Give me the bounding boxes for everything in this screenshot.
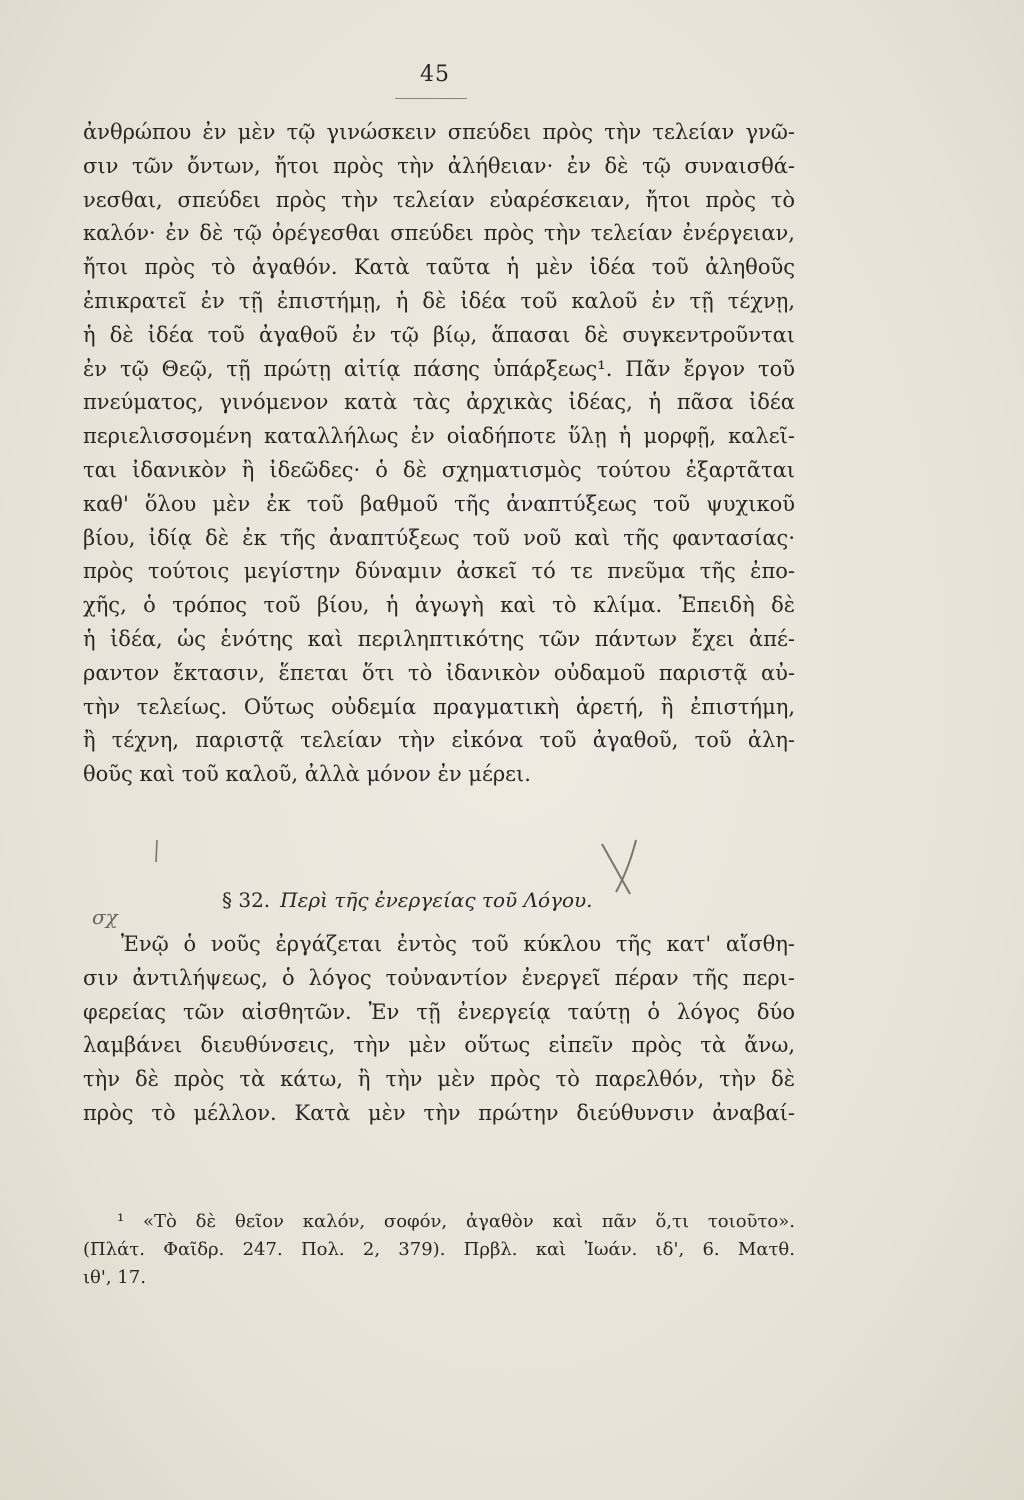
text-line: Ἐνῷ ὁ νοῦς ἐργάζεται ἐντὸς τοῦ κύκλου τῆς κατ' αἴσθη- xyxy=(121,932,795,956)
text-line: πνεύματος, γινόμενον κατὰ τὰς ἀρχικὰς ἰδέας, ἡ πᾶσα ἰδέα xyxy=(83,390,795,415)
text-line: καθ' ὅλου μὲν ἐκ τοῦ βαθμοῦ τῆς ἀναπτύξεως τοῦ ψυχικοῦ xyxy=(83,491,795,516)
text-line: ἡ δὲ ἰδέα τοῦ ἀγαθοῦ ἐν τῷ βίῳ, ἅπασαι δὲ συγκεντροῦνται xyxy=(83,322,795,347)
text-line: βίου, ἰδίᾳ δὲ ἐκ τῆς ἀναπτύξεως τοῦ νοῦ καὶ τῆς φαντασίας· xyxy=(83,525,795,550)
text-line: πρὸς τὸ μέλλον. Κατὰ μὲν τὴν πρώτην διεύθυνσιν ἀναβαί- xyxy=(83,1100,795,1125)
section-number: § 32. xyxy=(222,888,271,912)
section-heading xyxy=(222,888,593,912)
footnote-line: ιθ', 17. xyxy=(83,1267,146,1288)
text-line: σιν τῶν ὄντων, ἤτοι πρὸς τὴν ἀλήθειαν· ἐν δὲ τῷ συναισθά- xyxy=(83,153,795,178)
page-number: 45 xyxy=(420,62,450,87)
footnote-line: (Πλάτ. Φαῖδρ. 247. Πολ. 2, 379). Πρβλ. καὶ Ἰωάν. ιδ', 6. Ματθ. xyxy=(83,1239,795,1260)
text-line: θοῦς καὶ τοῦ καλοῦ, ἀλλὰ μόνον ἐν μέρει. xyxy=(83,762,531,787)
pencil-tick-mark xyxy=(150,838,164,864)
margin-handwriting: σχ xyxy=(92,905,118,929)
text-line: ἢ τέχνη, παριστᾷ τελείαν τὴν εἰκόνα τοῦ ἀγαθοῦ, τοῦ ἀλη- xyxy=(83,728,795,753)
text-line: περιελισσομένη καταλλήλως ἐν οἱαδήποτε ὕλῃ ἡ μορφῇ, καλεῖ- xyxy=(83,424,795,449)
footnotes xyxy=(83,1208,795,1292)
text-line: ἐν τῷ Θεῷ, τῇ πρώτῃ αἰτίᾳ πάσης ὑπάρξεως¹. Πᾶν ἔργον τοῦ xyxy=(83,356,795,381)
text-line: σιν ἀντιλήψεως, ὁ λόγος τοὐναντίον ἐνεργεῖ πέραν τῆς περι- xyxy=(83,965,795,990)
text-line: φερείας τῶν αἰσθητῶν. Ἐν τῇ ἐνεργείᾳ ταύτῃ ὁ λόγος δύο xyxy=(83,999,795,1024)
text-line: πρὸς τούτοις μεγίστην δύναμιν ἀσκεῖ τό τε πνεῦμα τῆς ἐπο- xyxy=(83,559,795,584)
footnote-line: ¹ «Τὸ δὲ θεῖον καλόν, σοφόν, ἀγαθὸν καὶ πᾶν ὅ,τι τοιοῦτο». xyxy=(117,1211,795,1232)
text-line: καλόν· ἐν δὲ τῷ ὀρέγεσθαι σπεύδει πρὸς τὴν τελείαν ἐνέργειαν, xyxy=(83,221,795,246)
text-line: ἡ ἰδέα, ὡς ἑνότης καὶ περιληπτικότης τῶν πάντων ἔχει ἀπέ- xyxy=(83,626,795,651)
text-line: τὴν δὲ πρὸς τὰ κάτω, ἢ τὴν μὲν πρὸς τὸ παρελθόν, τὴν δὲ xyxy=(83,1067,795,1092)
paragraph-2 xyxy=(83,928,795,1131)
paragraph-1 xyxy=(83,116,795,792)
text-line: λαμβάνει διευθύνσεις, τὴν μὲν οὕτως εἰπεῖν πρὸς τὰ ἄνω, xyxy=(83,1033,795,1058)
text-line: ται ἰδανικὸν ἢ ἰδεῶδες· ὁ δὲ σχηματισμὸς τούτου ἐξαρτᾶται xyxy=(83,457,795,482)
text-line: ἀνθρώπου ἐν μὲν τῷ γινώσκειν σπεύδει πρὸς τὴν τελείαν γνῶ- xyxy=(83,120,795,144)
text-line: χῆς, ὁ τρόπος τοῦ βίου, ἡ ἀγωγὴ καὶ τὸ κλίμα. Ἐπειδὴ δὲ xyxy=(83,593,795,618)
text-line: ραντον ἔκτασιν, ἕπεται ὅτι τὸ ἰδανικὸν οὐδαμοῦ παριστᾷ αὐ- xyxy=(83,660,795,685)
text-line: ἐπικρατεῖ ἐν τῇ ἐπιστήμῃ, ἡ δὲ ἰδέα τοῦ καλοῦ ἐν τῇ τέχνῃ, xyxy=(83,288,795,313)
pencil-check-mark xyxy=(592,836,652,898)
header-rule xyxy=(395,98,467,99)
text-line: τὴν τελείως. Οὕτως οὐδεμία πραγματικὴ ἀρετή, ἢ ἐπιστήμη, xyxy=(83,694,795,719)
text-line: ἤτοι πρὸς τὸ ἀγαθόν. Κατὰ ταῦτα ἡ μὲν ἰδέα τοῦ ἀληθοῦς xyxy=(83,255,795,280)
section-title: Περὶ τῆς ἐνεργείας τοῦ Λόγου. xyxy=(280,888,593,912)
text-line: νεσθαι, σπεύδει πρὸς τὴν τελείαν εὐαρέσκειαν, ἤτοι πρὸς τὸ xyxy=(83,187,795,212)
